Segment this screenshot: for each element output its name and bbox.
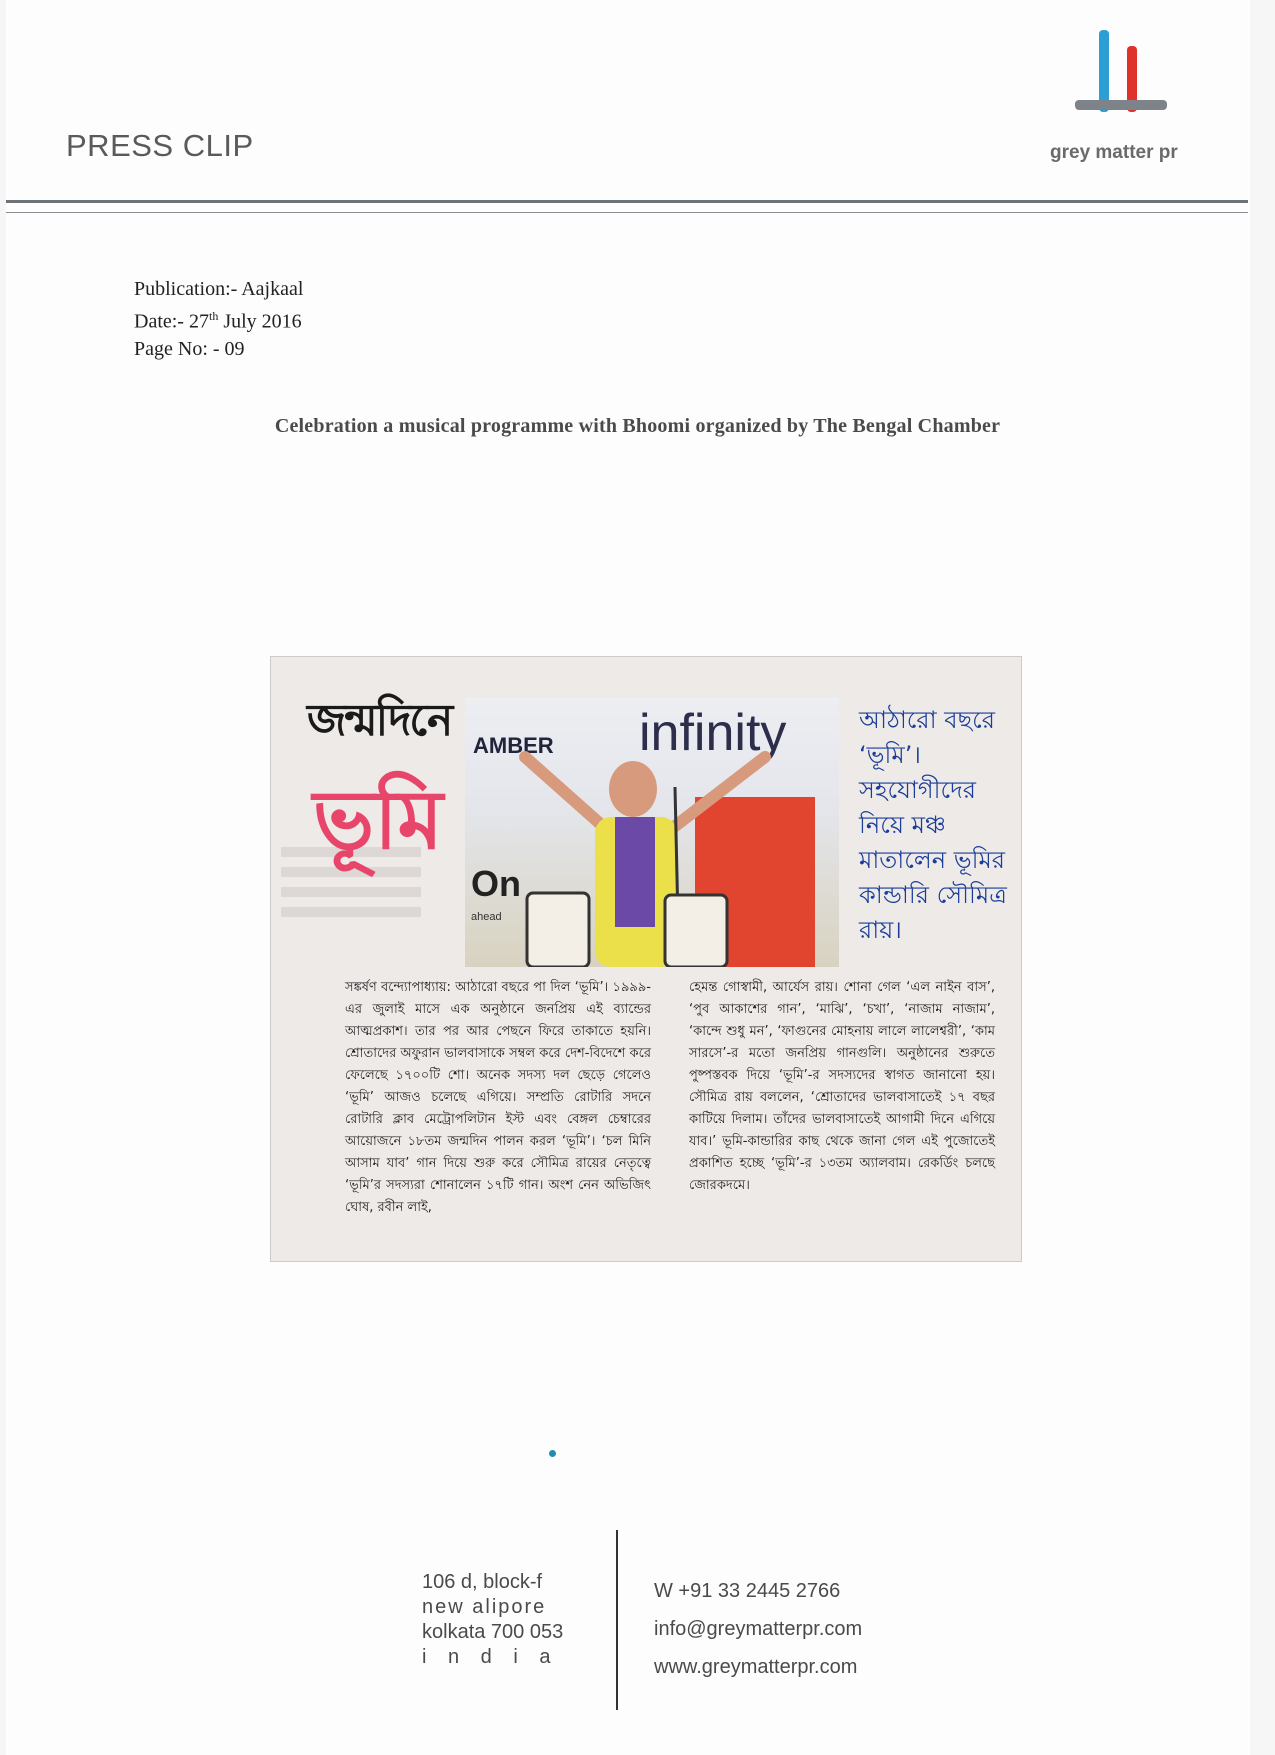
header-divider xyxy=(6,200,1248,203)
faded-text-line xyxy=(281,907,421,917)
singer-head xyxy=(609,761,657,817)
footer-contact xyxy=(654,1572,862,1686)
newspaper-clipping xyxy=(270,656,1022,1262)
conga-drum-right xyxy=(665,895,727,967)
grey-matter-logo xyxy=(1065,28,1175,128)
address-line-1: 106 d, block-f xyxy=(422,1571,543,1593)
date-rest: July 2016 xyxy=(218,310,302,333)
email-link[interactable]: info@greymatterpr.com xyxy=(654,1618,863,1640)
footer-address xyxy=(422,1570,563,1670)
footer-divider xyxy=(616,1530,618,1710)
publication-meta xyxy=(134,276,303,363)
address-line-2: new alipore xyxy=(422,1596,547,1618)
article-title: ভূমি xyxy=(313,773,444,868)
logo-blue-bar xyxy=(1099,30,1109,112)
banner-text-infinity: infinity xyxy=(639,704,787,762)
clip-headline: Celebration a musical programme with Bhoomi organized by The Bengal Chamber xyxy=(274,415,1001,437)
logo-grey-bar xyxy=(1075,100,1167,110)
article-column-1: সঙ্কর্ষণ বন্দ্যোপাধ্যায়: আঠারো বছরে পা দিল ‘ভূমি’। ১৯৯৯-এর জুলাই মাসে এক অনুষ্ঠানে জনপ্রিয় এই ব্যান্ডের আত্মপ্রকাশ। তার পর আর পেছনে ফিরে তাকাতে হয়নি। শ্রোতাদের অফুরান ভালবাসাকে সম্বল করে দেশ-বিদেশে করে ফেলেছে ১৭০০টি শো। অনেক সদস্য দল ছেড়ে গেলেও ‘ভূমি’ আজও চলেছে এগিয়ে। সম্প্রতি রোটারি সদনে রোটারি ক্লাব মেট্রোপলিটান ইস্ট এবং বেঙ্গল চেম্বারের আয়োজনে ১৮তম জন্মদিন পালন করল ‘ভূমি’। ‘চল মিনি আসাম যাব’ গান দিয়ে শুরু করে সৌমিত্র রায়ের নেতৃত্বে ‘ভূমি’র সদস্যরা শোনালেন ১৭টি গান। অংশ নেন অভিজিৎ ঘোষ, রবীন লাই, xyxy=(345,980,651,1215)
singer-figure xyxy=(465,697,839,967)
phone-number: W +91 33 2445 2766 xyxy=(654,1580,841,1602)
article-kicker: জন্মদিনে xyxy=(307,695,452,746)
header-divider-thin xyxy=(6,212,1248,213)
banner-text-chamber: AMBER xyxy=(473,733,554,758)
scan-speck xyxy=(549,1450,556,1457)
website-link[interactable]: www.greymatterpr.com xyxy=(654,1656,858,1678)
brand-name: grey matter pr xyxy=(1050,142,1178,163)
banner-text-on: On xyxy=(471,863,521,904)
article-side-blurb: আঠারো বছরে ‘ভূমি’। সহযোগীদের নিয়ে মঞ্চ মাতালেন ভূমির কান্ডারি সৌমিত্র রায়। xyxy=(859,706,1007,944)
concert-photo xyxy=(465,697,839,967)
date-line xyxy=(134,303,303,336)
banner-text-ahead: ahead xyxy=(471,911,502,923)
singer-scarf xyxy=(615,817,655,927)
page-title: PRESS CLIP xyxy=(66,128,254,163)
page-number-line: Page No: - 09 xyxy=(134,337,245,360)
publication-line: Publication:- Aajkaal xyxy=(134,278,304,300)
date-suffix-sup: th xyxy=(208,309,219,323)
date-prefix: Date:- 27 xyxy=(134,310,209,333)
conga-drum-left xyxy=(527,893,589,967)
address-line-4: i n d i a xyxy=(422,1646,559,1668)
article-column-2: হেমন্ত গোস্বামী, আর্যেস রায়। শোনা গেল ‘এল নাইন বাস’, ‘পুব আকাশের গান’, ‘মাঝি’, ‘চখা’, ‘নাজাম নাজাম’, ‘কান্দে শুধু মন’, ‘ফাগুনের মোহনায় লালে লালেশ্বরী’, ‘কাম সারসে’-র মতো জনপ্রিয় গানগুলি। অনুষ্ঠানের শুরুতে পুষ্পস্তবক দিয়ে ‘ভূমি’-র সদস্যদের স্বাগত জানানো হয়। সৌমিত্র রায় বললেন, ‘শ্রোতাদের ভালবাসাতেই ১৭ বছর কাটিয়ে দিলাম। তাঁদের ভালবাসাতেই আগামী দিনে এগিয়ে যাব।’ ভূমি-কান্ডারির কাছ থেকে জানা গেল এই পুজোতেই প্রকাশিত হচ্ছে ‘ভূমি’-র ১৩তম অ্যালবাম। রেকর্ডিং চলছে জোরকদমে। xyxy=(689,980,995,1193)
address-line-3: kolkata 700 053 xyxy=(422,1621,564,1643)
